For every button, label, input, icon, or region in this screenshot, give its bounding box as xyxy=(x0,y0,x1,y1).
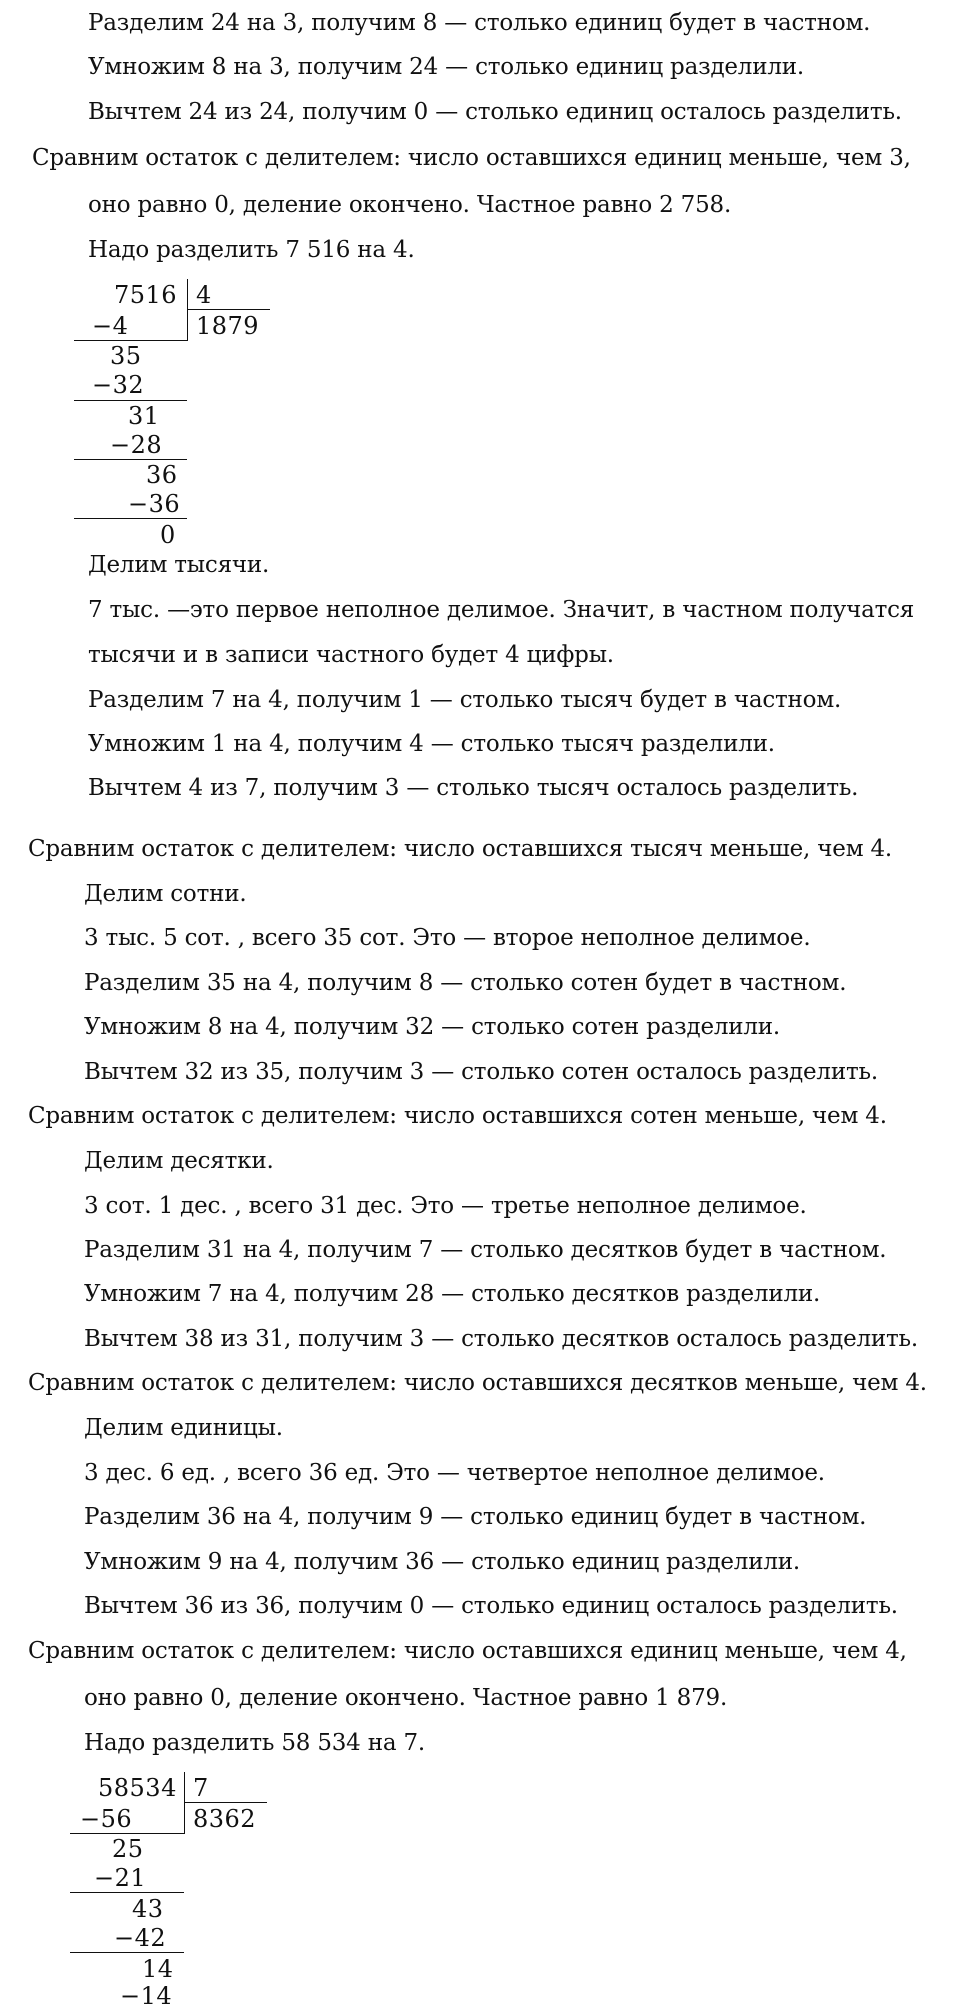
subtrahend: −36 xyxy=(128,490,181,518)
text-line: Умножим 1 на 4, получим 4 — столько тысяч разделили. xyxy=(88,731,775,757)
text-line: Делим сотни. xyxy=(84,881,247,907)
text-line: 3 сот. 1 дес. , всего 31 дес. Это — третье неполное делимое. xyxy=(84,1193,807,1219)
text-line: Умножим 9 на 4, получим 36 — столько единиц разделили. xyxy=(84,1549,801,1575)
partial-dividend: 25 xyxy=(112,1835,144,1863)
text-line: Разделим 31 на 4, получим 7 — столько десятков будет в частном. xyxy=(84,1237,887,1263)
text-line: Разделим 7 на 4, получим 1 — столько тысяч будет в частном. xyxy=(88,687,842,713)
subtrahend: −21 xyxy=(94,1864,147,1892)
text-line: Сравним остаток с делителем: число оставшихся десятков меньше, чем 4. xyxy=(28,1370,927,1396)
text-line: Вычтем 4 из 7, получим 3 — столько тысяч осталось разделить. xyxy=(88,775,859,801)
text-line: Разделим 24 на 3, получим 8 — столько единиц будет в частном. xyxy=(88,10,871,36)
subtrahend: −14 xyxy=(120,1982,173,2010)
text-line: Вычтем 36 из 36, получим 0 — столько единиц осталось разделить. xyxy=(84,1593,898,1619)
text-line: 3 дес. 6 ед. , всего 36 ед. Это — четвертое неполное делимое. xyxy=(84,1460,825,1486)
dividend: 7516 xyxy=(114,281,178,309)
subtraction-line xyxy=(70,1833,184,1834)
remainder: 0 xyxy=(160,521,176,549)
text-line: тысячи и в записи частного будет 4 цифры. xyxy=(88,642,614,668)
division-bracket-horizontal xyxy=(184,1802,267,1803)
partial-dividend: 35 xyxy=(110,342,142,370)
subtrahend: −32 xyxy=(92,371,145,399)
quotient: 8362 xyxy=(193,1805,257,1833)
subtraction-line xyxy=(70,1892,184,1893)
text-line: Сравним остаток с делителем: число оставшихся единиц меньше, чем 4, xyxy=(28,1638,907,1664)
text-line: оно равно 0, деление окончено. Частное равно 2 758. xyxy=(88,192,732,218)
divisor: 7 xyxy=(193,1774,209,1802)
text-line: Умножим 8 на 4, получим 32 — столько сотен разделили. xyxy=(84,1014,781,1040)
text-line: Сравним остаток с делителем: число оставшихся тысяч меньше, чем 4. xyxy=(28,836,893,862)
dividend: 58534 xyxy=(98,1774,177,1802)
text-line: Разделим 36 на 4, получим 9 — столько единиц будет в частном. xyxy=(84,1504,867,1530)
subtrahend: −56 xyxy=(80,1805,133,1833)
subtrahend: −42 xyxy=(114,1924,167,1952)
text-line: Надо разделить 7 516 на 4. xyxy=(88,237,415,263)
text-line: Сравним остаток с делителем: число оставшихся сотен меньше, чем 4. xyxy=(28,1103,887,1129)
text-line: Надо разделить 58 534 на 7. xyxy=(84,1730,426,1756)
text-line: Разделим 35 на 4, получим 8 — столько сотен будет в частном. xyxy=(84,970,847,996)
text-line: оно равно 0, деление окончено. Частное равно 1 879. xyxy=(84,1685,728,1711)
division-bracket-vertical xyxy=(184,1772,185,1834)
text-line: Делим единицы. xyxy=(84,1415,283,1441)
text-line: Делим тысячи. xyxy=(88,552,270,578)
subtrahend: −4 xyxy=(92,312,129,340)
partial-dividend: 36 xyxy=(146,461,178,489)
subtraction-line xyxy=(70,1952,184,1953)
text-line: Сравним остаток с делителем: число оставшихся единиц меньше, чем 3, xyxy=(32,145,911,171)
text-line: 3 тыс. 5 сот. , всего 35 сот. Это — второе неполное делимое. xyxy=(84,925,811,951)
partial-dividend: 14 xyxy=(142,1955,174,1983)
divisor: 4 xyxy=(196,281,212,309)
text-line: Умножим 8 на 3, получим 24 — столько единиц разделили. xyxy=(88,54,805,80)
quotient: 1879 xyxy=(196,312,260,340)
text-line: Умножим 7 на 4, получим 28 — столько десятков разделили. xyxy=(84,1281,821,1307)
text-line: Вычтем 24 из 24, получим 0 — столько единиц осталось разделить. xyxy=(88,99,902,125)
text-line: Делим десятки. xyxy=(84,1148,274,1174)
partial-dividend: 43 xyxy=(132,1895,164,1923)
text-line: Вычтем 32 из 35, получим 3 — столько сотен осталось разделить. xyxy=(84,1059,878,1085)
partial-dividend: 31 xyxy=(128,402,160,430)
text-line: 7 тыс. —это первое неполное делимое. Значит, в частном получатся xyxy=(88,597,915,623)
subtrahend: −28 xyxy=(110,431,163,459)
text-line: Вычтем 38 из 31, получим 3 — столько десятков осталось разделить. xyxy=(84,1326,918,1352)
